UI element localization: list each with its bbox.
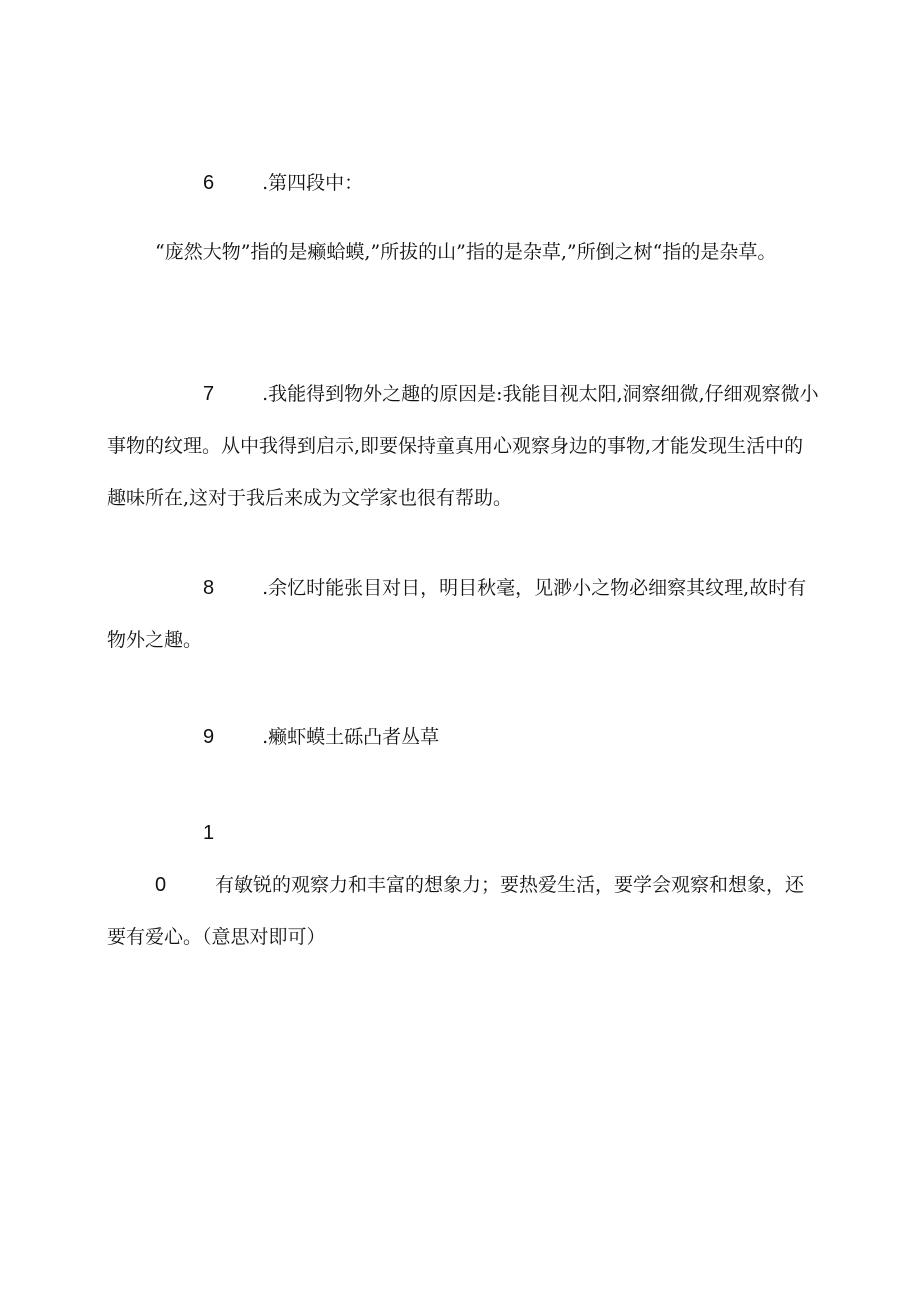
answer-6-heading	[107, 157, 819, 209]
item-separator: .	[262, 383, 269, 405]
item-separator: .	[262, 172, 269, 194]
item-text: 癞虾蟆土砾凸者丛草	[268, 726, 440, 748]
item-text: “庞然大物”指的是癞蛤蟆,”所拔的山”指的是杂草,”所倒之树“指的是杂草。	[155, 241, 777, 263]
answer-7	[107, 368, 819, 524]
item-text: 余忆时能张目对日，明目秋毫，见渺小之物必细察其纹理,故时有物外之趣。	[107, 577, 807, 651]
answer-6-body	[107, 226, 819, 278]
answer-8	[107, 562, 819, 666]
item-text: 有敏锐的观察力和丰富的想象力；要热爱生活，要学会观察和想象，还要有爱心。（意思对即可）	[107, 874, 805, 948]
item-separator: .	[262, 577, 269, 599]
item-text: 第四段中：	[268, 172, 364, 194]
item-number: 7	[203, 383, 215, 405]
item-number: 9	[203, 726, 215, 748]
item-text: 我能得到物外之趣的原因是:我能目视太阳,洞察细微,仔细观察微小事物的纹理。从中我得到启示,即要保持童真用心观察身边的事物,才能发现生活中的趣味所在,这对于我后来成为文学家也很有帮助。	[107, 383, 819, 509]
item-number: 8	[203, 577, 215, 599]
item-number: 6	[203, 172, 215, 194]
item-separator: .	[262, 726, 269, 748]
item-number: 10	[155, 822, 215, 896]
answer-9	[107, 711, 819, 763]
answer-10	[107, 807, 819, 963]
